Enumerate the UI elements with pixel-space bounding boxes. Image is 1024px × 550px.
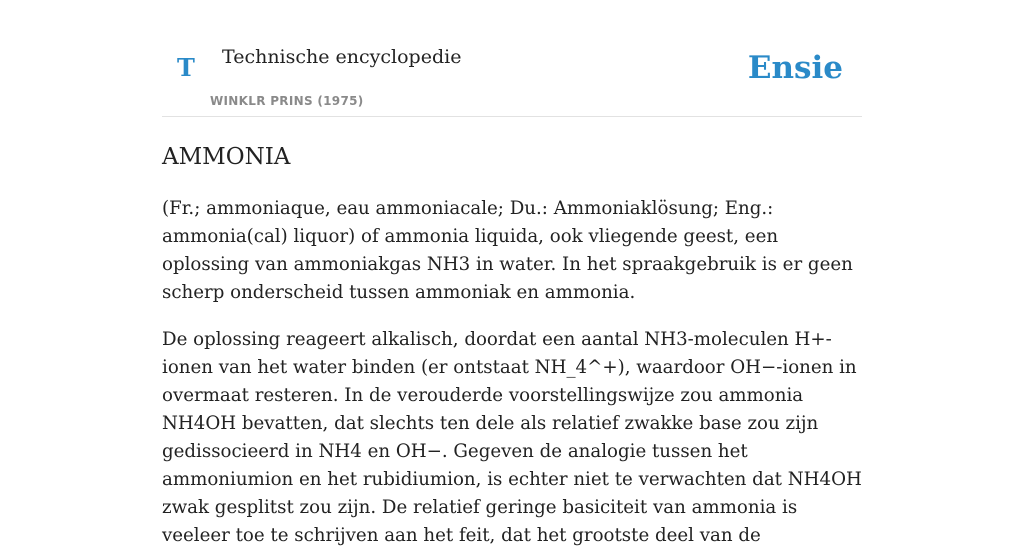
article-paragraph: (Fr.; ammoniaque, eau ammoniacale; Du.: Ammoniaklösung; Eng.: ammonia(cal) liquor) of ammonia liquida, ook vliegende geest, een oplossing van ammoniakgas NH3 in water. In het spraakgebruik is er geen scherp onderscheid tussen ammoniak en ammonia.	[162, 198, 853, 303]
ensie-logo-link[interactable]: Ensie	[747, 50, 843, 86]
encyclopedia-title-link[interactable]: Technische encyclopedie	[222, 46, 462, 68]
article-title: AMMONIA	[162, 144, 291, 170]
article-paragraph: De oplossing reageert alkalisch, doordat een aantal NH3-moleculen H+-ionen van het water binden (er ontstaat NH_4^+), waardoor OH−-ionen in overmaat resteren. In de verouderde voorstellingswijze zou ammonia NH4OH bevatten, dat slechts ten dele als relatief zwakke base zou zijn gedissocieerd in NH4 en OH−. Gegeven de analogie tussen het ammoniumion en het rubidiumion, is echter niet te verwachten dat NH4OH zwak gesplitst zou zijn. De relatief geringe basiciteit van ammonia is veeleer toe te schrijven aan het feit, dat het grootste deel van de	[162, 329, 862, 546]
content-container	[162, 0, 862, 550]
encyclopedia-source: WINKLR PRINS (1975)	[210, 94, 364, 108]
category-logo-icon[interactable]: T	[177, 53, 195, 82]
article-body	[162, 195, 862, 550]
site-header	[162, 0, 862, 117]
